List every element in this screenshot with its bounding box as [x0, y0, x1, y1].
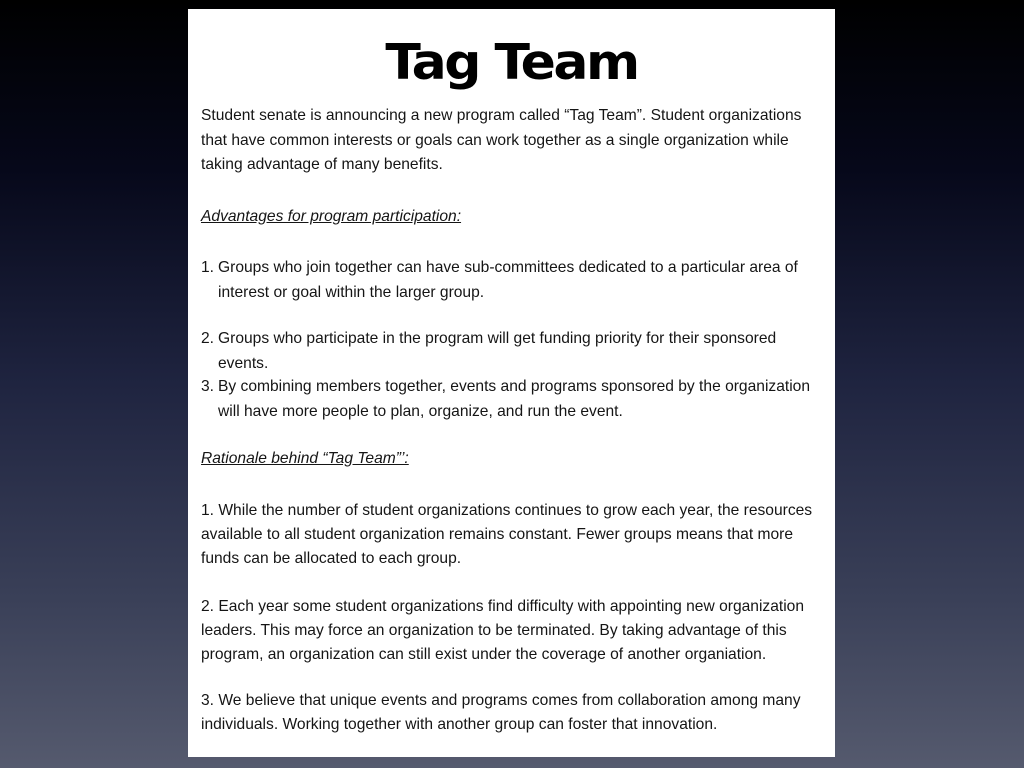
advantage-item-1 — [201, 256, 821, 305]
advantage-item-text: Groups who join together can have sub-committees dedicated to a particular area of interest or goal within the larger group. — [218, 259, 798, 301]
advantage-item-number: 3. — [201, 378, 215, 395]
advantage-item-number: 1. — [201, 259, 215, 276]
rationale-item-1: 1. While the number of student organizations continues to grow each year, the resources available to all student organization remains constant. Fewer groups means that more funds can be allocated to each group. — [201, 502, 813, 567]
advantage-item-3 — [201, 375, 821, 424]
document-title: Tag Team — [385, 34, 638, 92]
rationale-item-3: 3. We believe that unique events and programs comes from collaboration among many individuals. Working together with another group can foster that innovation. — [201, 692, 801, 733]
advantage-item-text: By combining members together, events and programs sponsored by the organization will have more people to plan, organize, and run the event. — [218, 378, 811, 420]
advantage-item-2 — [201, 327, 821, 376]
slide-document — [188, 9, 835, 757]
intro-paragraph: Student senate is announcing a new program called “Tag Team”. Student organizations that have common interests or goals can work together as a single organization while taking advantage of many benefits. — [201, 107, 802, 173]
advantage-item-number: 2. — [201, 330, 215, 347]
rationale-item-2: 2. Each year some student organizations find difficulty with appointing new organization leaders. This may force an organization to be terminated. By taking advantage of this program, an organization can still exist under the coverage of another organiation. — [201, 598, 805, 663]
rationale-heading: Rationale behind “Tag Team”’: — [201, 450, 409, 467]
advantage-item-text: Groups who participate in the program will get funding priority for their sponsored events. — [218, 330, 777, 372]
advantages-heading: Advantages for program participation: — [201, 208, 462, 225]
